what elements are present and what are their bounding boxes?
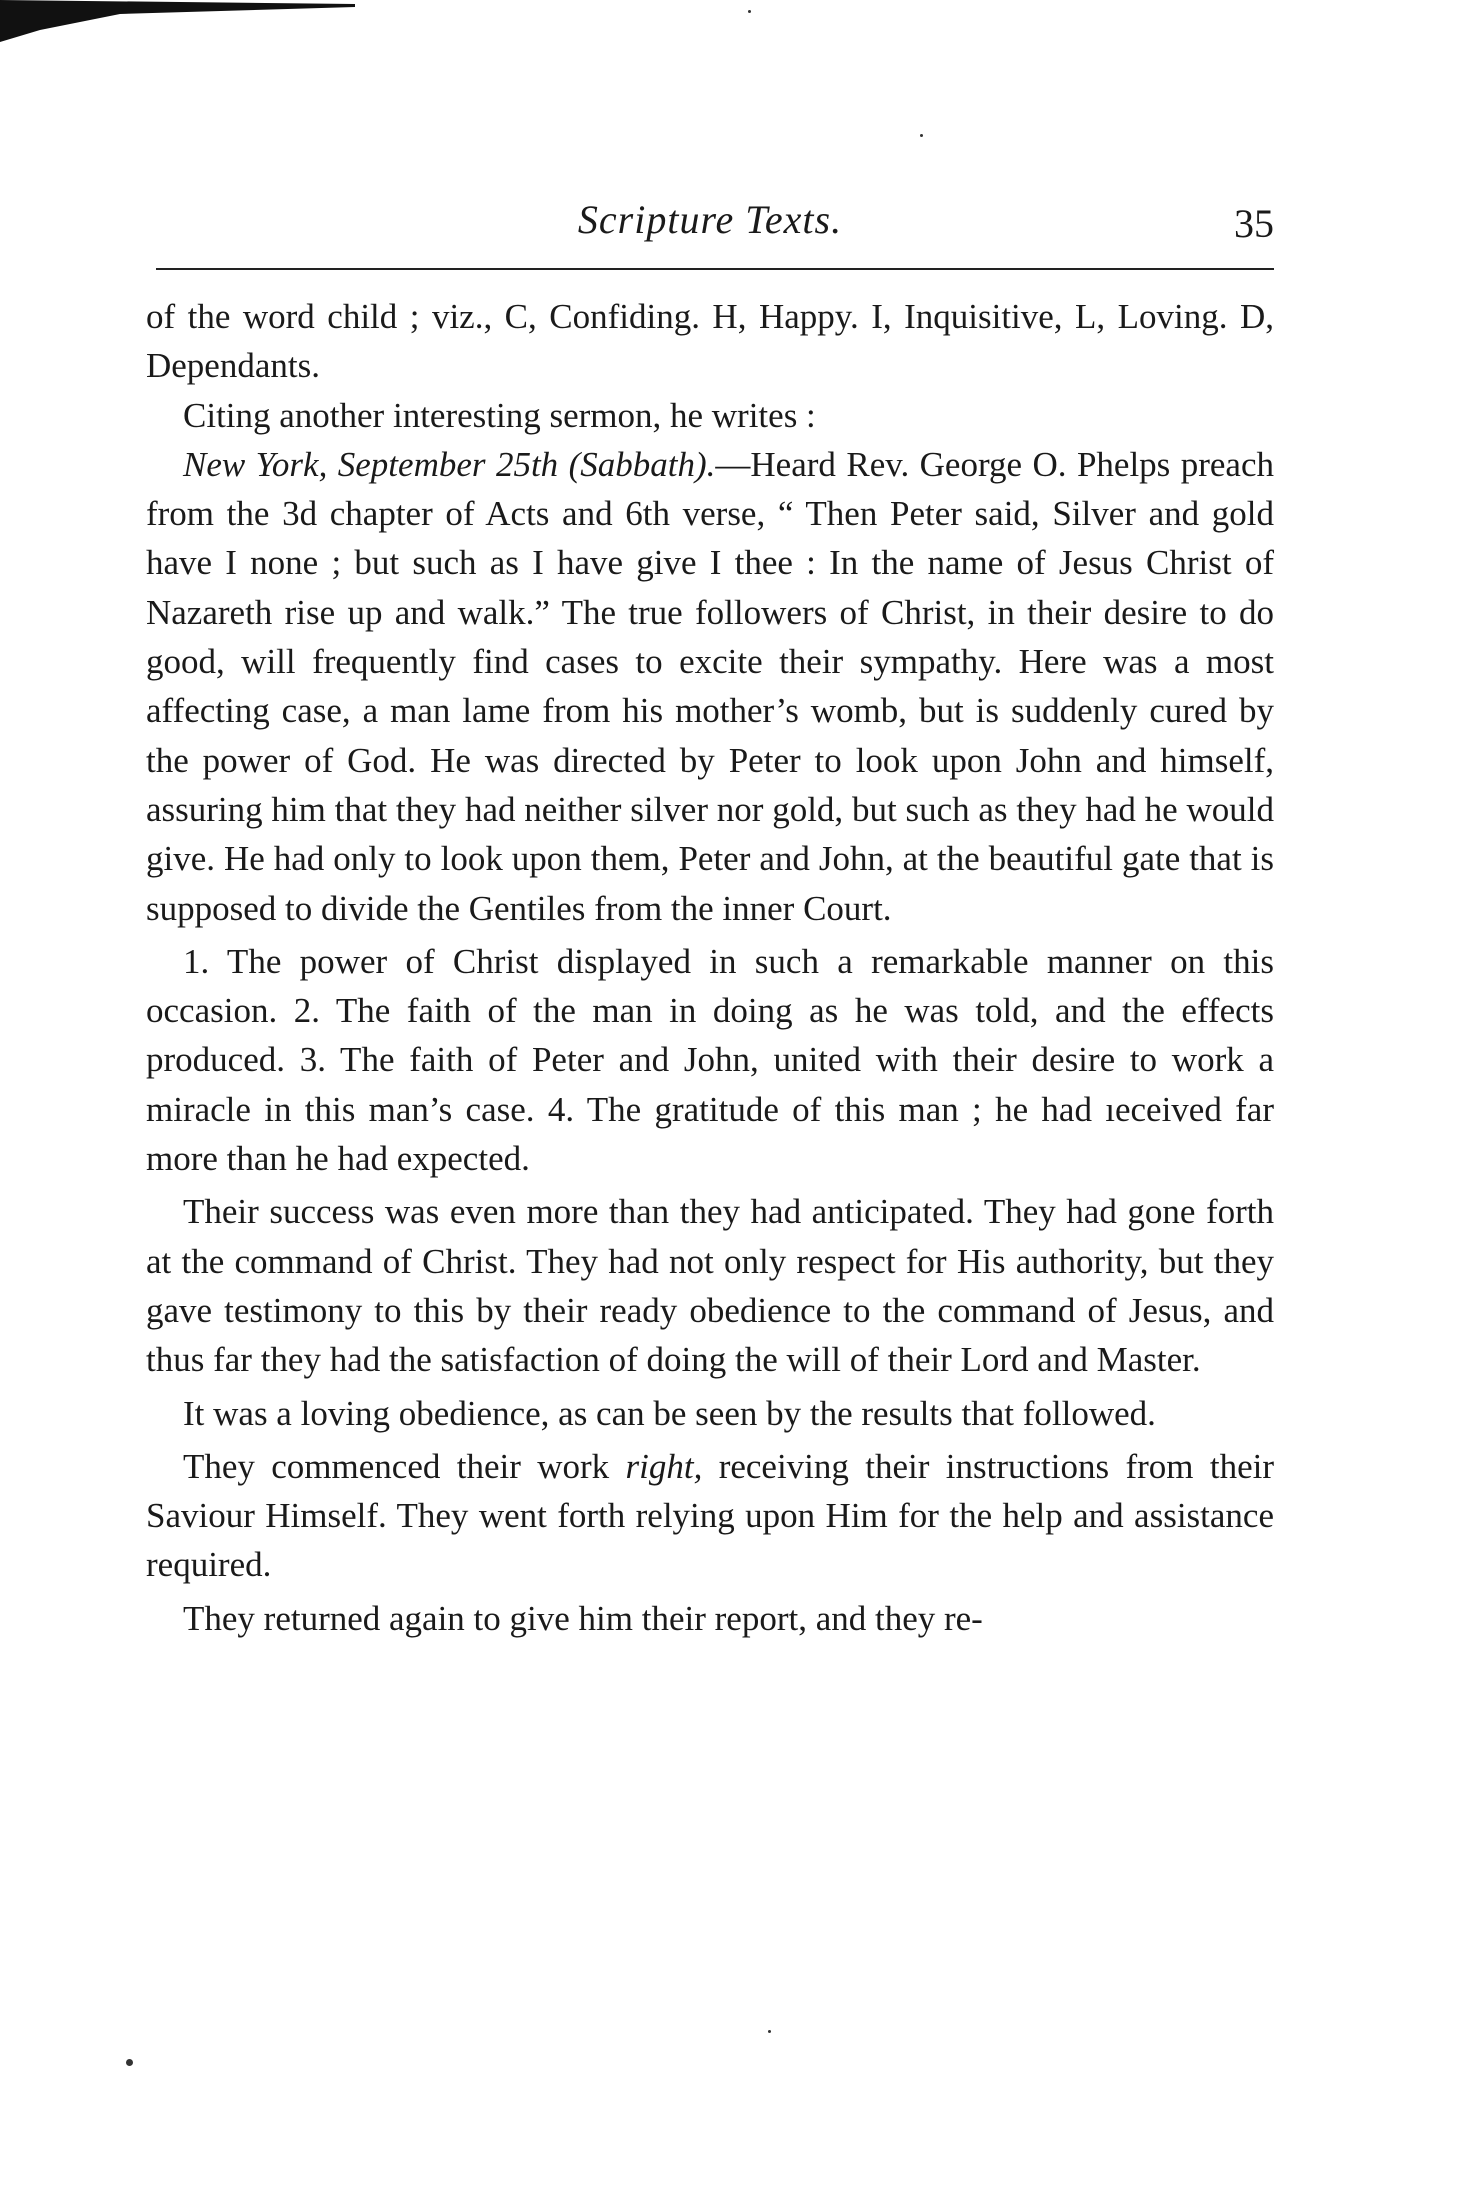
scan-speck (768, 2030, 771, 2033)
body-text (146, 292, 1274, 1643)
paragraph-continuation: of the word child ; viz., C, Confiding. H, Happy. I, Inquisitive, L, Loving. D, Dependants. (146, 297, 1274, 386)
running-head-title: Scripture Texts. (577, 197, 843, 242)
sermon-entry-text: —Heard Rev. George O. Phelps preach from the 3d chapter of Acts and 6th verse, “ Then Peter said, Silver and gold have I none ; but such as I have give I thee : In the name of Jesus Christ of Nazareth rise up and walk.” The true followers of Christ, in their desire to do good, will frequently find cases to excite their sympathy. Here was a most affecting case, a man lame from his mother’s womb, but is suddenly cured by the power of God. He was directed by Peter to look upon John and himself, assuring him that they had neither silver nor gold, but such as they had he would give. He had only to look upon them, Peter and John, at the beautiful gate that is supposed to divide the Gentiles from the inner Court. (146, 444, 1274, 928)
scan-edge-mark (0, 0, 355, 42)
commenced-text-before: They commenced their work (183, 1446, 626, 1486)
scan-speck (920, 134, 923, 137)
commenced-text-after: receiving their instructions from their Saviour Himself. They went forth relying upon Him for the help and assistance required. (146, 1446, 1274, 1585)
paragraph-sermon-entry (146, 440, 1274, 933)
paragraph-intro: Citing another interesting sermon, he writes : (183, 395, 816, 435)
paragraph-returned: They returned again to give him their report, and they re- (183, 1598, 983, 1638)
page-number: 35 (1234, 201, 1274, 246)
book-page (146, 188, 1274, 1638)
dateline: New York, September 25th (Sabbath). (183, 444, 716, 484)
paragraph-numbered-points: 1. The power of Christ displayed in such a remarkable manner on this occasion. 2. The faith of the man in doing as he was told, and the effects produced. 3. The faith of Peter and John, united with their desire to work a miracle in this man’s case. 4. The gratitude of this man ; he had ıeceived far more than he had expected. (146, 941, 1274, 1179)
paragraph-commenced (146, 1442, 1274, 1590)
header-rule (156, 268, 1274, 270)
scan-speck (748, 10, 751, 13)
running-head (146, 188, 1274, 252)
scan-speck (126, 2059, 133, 2066)
paragraph-success: Their success was even more than they had anticipated. They had gone forth at the command of Christ. They had not only respect for His authority, but they gave testimony to this by their ready obedience to the command of Jesus, and thus far they had the satisfaction of doing the will of their Lord and Master. (146, 1192, 1274, 1380)
paragraph-obedience: It was a loving obedience, as can be seen by the results that followed. (183, 1393, 1156, 1433)
emphasis-right: right, (625, 1446, 703, 1486)
